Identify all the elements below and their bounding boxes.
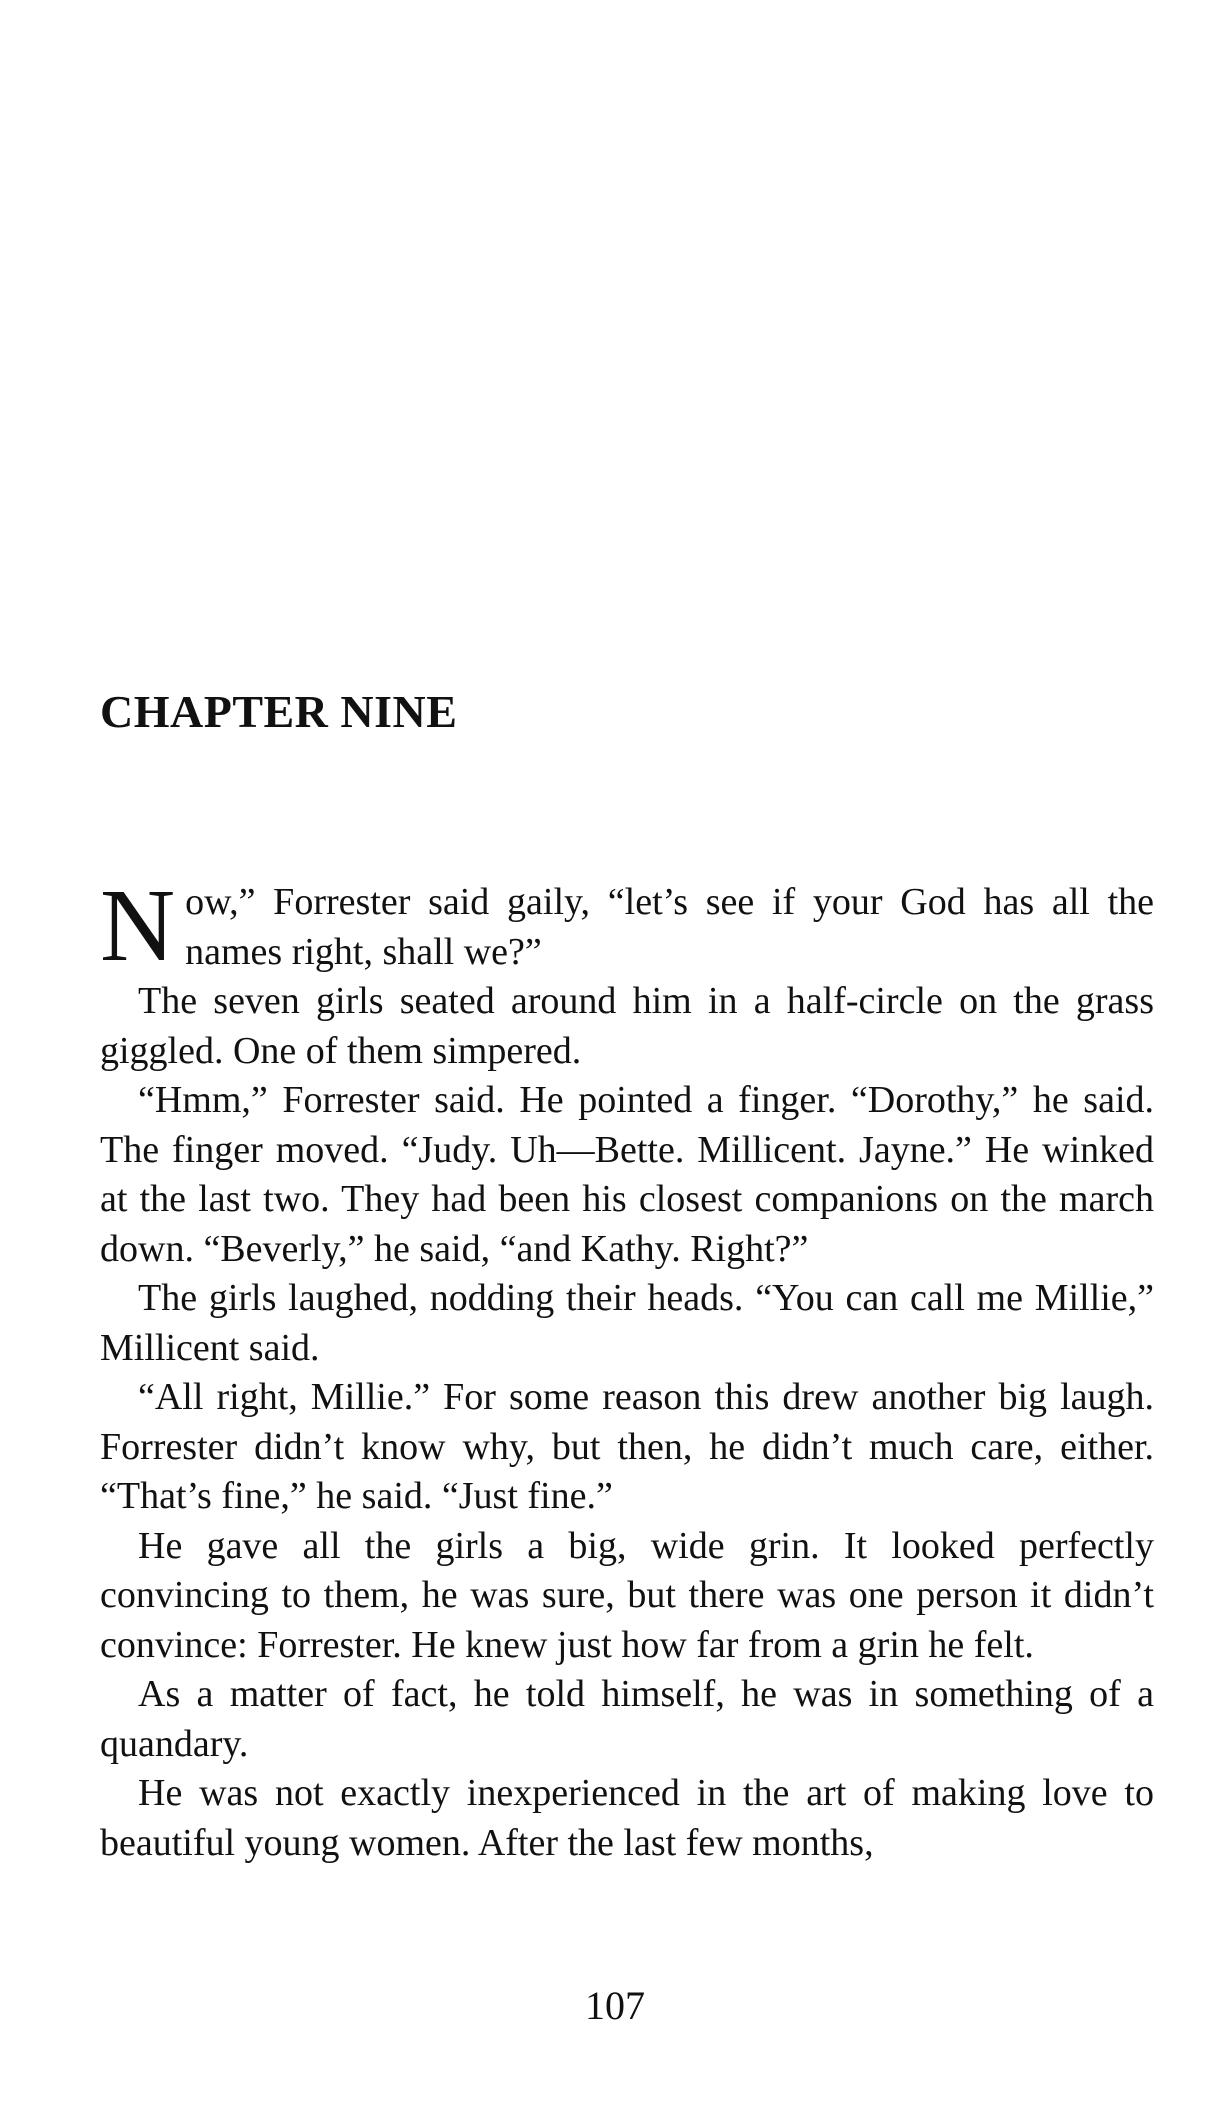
paragraph-8: He was not exactly inexperienced in the art of making love to beautiful young women. After the last few months, [100, 1772, 1154, 1864]
paragraph-2: The seven girls seated around him in a half-circle on the grass giggled. One of them simpered. [100, 980, 1154, 1072]
drop-cap: N [100, 868, 176, 983]
paragraph-5: “All right, Millie.” For some reason this drew another big laugh. Forrester didn’t know why, but then, he didn’t much care, either. “That’s fine,” he said. “Just fine.” [100, 1376, 1154, 1517]
paragraph-3: “Hmm,” Forrester said. He pointed a finger. “Dorothy,” he said. The finger moved. “Judy. Uh—Bette. Millicent. Jayne.” He winked at the last two. They had been his closest companions on the march down. “Beverly,” he said, “and Kathy. Right?” [100, 1079, 1154, 1270]
chapter-heading: CHAPTER NINE [100, 686, 458, 737]
chapter-body [100, 868, 1154, 1868]
paragraph-4: The girls laughed, nodding their heads. “You can call me Millie,” Millicent said. [100, 1277, 1154, 1369]
paragraph-6: He gave all the girls a big, wide grin. It looked perfectly convincing to them, he was sure, but there was one person it didn’t convince: Forrester. He knew just how far from a grin he felt. [100, 1524, 1154, 1666]
paragraph-1-text: ow,” Forrester said gaily, “let’s see if your God has all the names right, shall we?” [185, 881, 1154, 973]
paragraph-7: As a matter of fact, he told himself, he was in something of a quandary. [100, 1673, 1154, 1765]
page-number: 107 [585, 1983, 645, 2028]
paragraph-1 [100, 868, 1154, 983]
